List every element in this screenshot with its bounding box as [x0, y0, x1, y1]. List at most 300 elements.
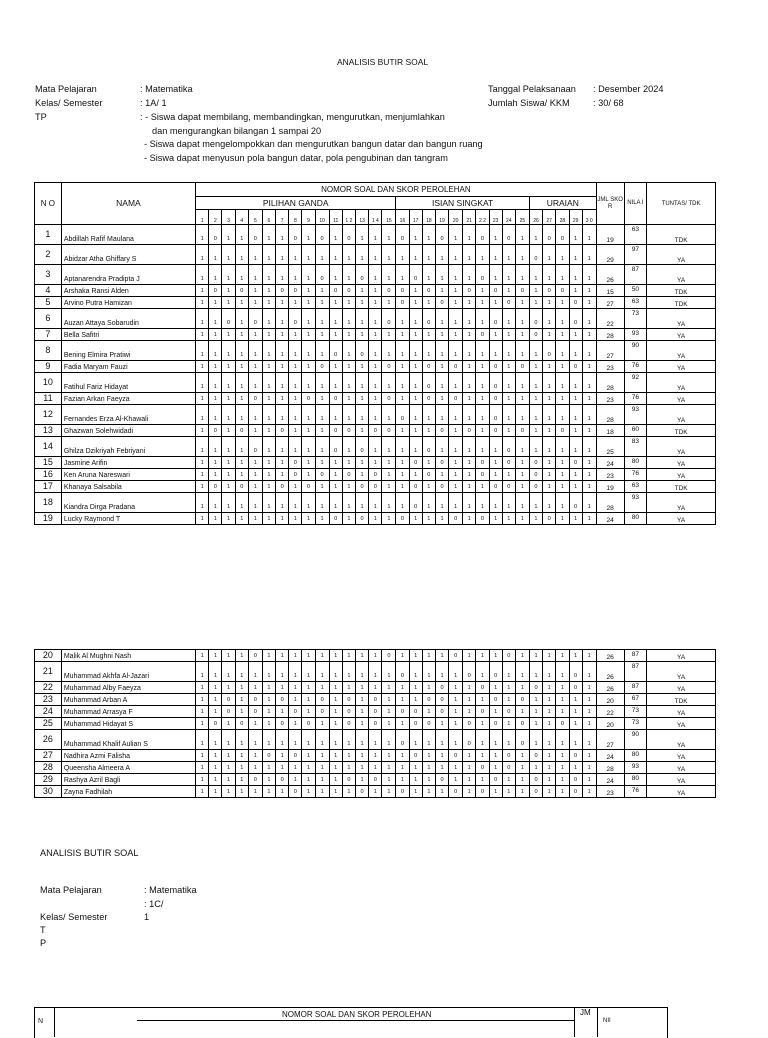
score-cell: 1	[543, 750, 556, 762]
score-cell: 0	[248, 225, 262, 245]
score-cell: 1	[502, 786, 515, 798]
score-cell: 1	[569, 481, 582, 493]
score-cell: 1	[209, 750, 222, 762]
score-cell: 1	[529, 662, 542, 682]
score-cell: 1	[476, 750, 489, 762]
score-cell: 1	[543, 393, 556, 405]
score-cell: 1	[196, 650, 209, 662]
student-number: 9	[35, 361, 62, 373]
score-cell: 1	[582, 786, 596, 798]
score-cell: 1	[502, 405, 515, 425]
score-cell: 1	[582, 718, 596, 730]
score-cell: 1	[222, 437, 235, 457]
student-number: 24	[35, 706, 62, 718]
score-cell: 0	[356, 786, 369, 798]
score-cell: 1	[342, 329, 355, 341]
score-cell: 1	[302, 762, 315, 774]
score-cell: 1	[342, 493, 355, 513]
score-cell: 1	[342, 361, 355, 373]
score-cell: 0	[409, 265, 422, 285]
score-cell: 1	[302, 662, 315, 682]
grade-value: 90	[624, 341, 647, 361]
score-cell: 0	[515, 425, 529, 437]
score-cell: 1	[356, 493, 369, 513]
student-number: 29	[35, 774, 62, 786]
score-cell: 1	[369, 662, 382, 682]
student-row	[35, 706, 716, 718]
score-cell: 1	[209, 405, 222, 425]
score-cell: 1	[235, 682, 248, 694]
score-cell: 1	[262, 225, 275, 245]
score-cell: 0	[315, 361, 329, 373]
score-cell: 1	[369, 786, 382, 798]
score-cell: 1	[356, 774, 369, 786]
score-cell: 1	[222, 245, 235, 265]
student-name: Fatihul Fariz Hidayat	[61, 373, 195, 393]
score-cell: 1	[196, 513, 209, 525]
score-cell: 1	[515, 481, 529, 493]
score-cell: 1	[569, 265, 582, 285]
score-cell: 0	[515, 718, 529, 730]
student-number: 3	[35, 265, 62, 285]
score-cell: 1	[515, 706, 529, 718]
score-cell: 0	[449, 650, 463, 662]
score-cell: 0	[435, 457, 448, 469]
score-cell: 1	[476, 393, 489, 405]
score-cell: 1	[476, 285, 489, 297]
score-cell: 1	[382, 682, 396, 694]
score-cell: 1	[369, 457, 382, 469]
score-cell: 1	[396, 373, 409, 393]
score-cell: 0	[329, 425, 342, 437]
question-number-header: 9	[302, 210, 315, 225]
score-cell: 0	[515, 694, 529, 706]
score-cell: 0	[489, 361, 502, 373]
score-cell: 0	[476, 469, 489, 481]
score-cell: 1	[209, 437, 222, 457]
score-cell: 1	[435, 285, 448, 297]
section2-nilai-fragment: NII	[603, 1018, 611, 1024]
score-cell: 1	[409, 513, 422, 525]
score-cell: 1	[235, 297, 248, 309]
score-cell: 1	[515, 329, 529, 341]
score-cell: 1	[543, 730, 556, 750]
score-cell: 1	[342, 682, 355, 694]
score-cell: 1	[329, 786, 342, 798]
score-cell: 1	[302, 774, 315, 786]
score-cell: 1	[543, 682, 556, 694]
score-cell: 1	[382, 662, 396, 682]
score-cell: 1	[476, 405, 489, 425]
score-cell: 1	[315, 373, 329, 393]
score-cell: 1	[248, 662, 262, 682]
score-cell: 1	[476, 341, 489, 361]
score-cell: 1	[289, 245, 302, 265]
score-cell: 1	[463, 750, 476, 762]
completion-status: YA	[647, 750, 716, 762]
score-cell: 1	[262, 694, 275, 706]
grade-value: 73	[624, 718, 647, 730]
score-cell: 1	[489, 750, 502, 762]
score-cell: 0	[235, 285, 248, 297]
score-cell: 1	[329, 774, 342, 786]
score-cell: 1	[235, 361, 248, 373]
score-cell: 1	[196, 309, 209, 329]
score-cell: 1	[569, 762, 582, 774]
score-cell: 1	[449, 774, 463, 786]
question-number-header: 3 0	[582, 210, 596, 225]
score-cell: 1	[369, 329, 382, 341]
score-cell: 1	[289, 425, 302, 437]
score-cell: 1	[235, 750, 248, 762]
student-number: 5	[35, 297, 62, 309]
score-cell: 1	[276, 329, 289, 341]
score-cell: 1	[502, 662, 515, 682]
score-cell: 1	[342, 750, 355, 762]
score-cell: 0	[449, 786, 463, 798]
score-cell: 0	[396, 405, 409, 425]
score-cell: 1	[582, 245, 596, 265]
score-cell: 1	[449, 309, 463, 329]
score-cell: 0	[529, 750, 542, 762]
total-score: 26	[596, 650, 624, 662]
student-row	[35, 694, 716, 706]
score-cell: 1	[235, 405, 248, 425]
score-cell: 0	[276, 425, 289, 437]
student-row	[35, 329, 716, 341]
score-cell: 1	[515, 762, 529, 774]
question-number-header: 15	[382, 210, 396, 225]
score-cell: 1	[329, 309, 342, 329]
score-cell: 1	[556, 297, 569, 309]
score-cell: 1	[449, 694, 463, 706]
score-cell: 1	[382, 457, 396, 469]
score-cell: 1	[489, 225, 502, 245]
score-cell: 1	[556, 437, 569, 457]
score-cell: 1	[569, 393, 582, 405]
score-cell: 0	[235, 425, 248, 437]
score-cell: 1	[209, 513, 222, 525]
score-cell: 1	[342, 730, 355, 750]
student-row	[35, 762, 716, 774]
score-cell: 0	[502, 437, 515, 457]
score-cell: 0	[476, 265, 489, 285]
score-cell: 1	[356, 245, 369, 265]
score-cell: 1	[582, 750, 596, 762]
score-cell: 1	[515, 786, 529, 798]
score-cell: 0	[396, 662, 409, 682]
score-cell: 1	[556, 361, 569, 373]
score-cell: 1	[543, 481, 556, 493]
score-cell: 1	[582, 393, 596, 405]
score-cell: 1	[435, 329, 448, 341]
score-cell: 1	[276, 393, 289, 405]
score-cell: 1	[209, 706, 222, 718]
score-cell: 1	[369, 297, 382, 309]
score-cell: 1	[543, 694, 556, 706]
score-cell: 1	[435, 373, 448, 393]
score-cell: 0	[422, 469, 435, 481]
grade-value: 93	[624, 329, 647, 341]
score-cell: 0	[409, 706, 422, 718]
score-cell: 1	[302, 786, 315, 798]
completion-status: YA	[647, 341, 716, 361]
question-number-header: 2	[209, 210, 222, 225]
score-cell: 1	[356, 285, 369, 297]
score-cell: 1	[262, 493, 275, 513]
score-cell: 1	[356, 762, 369, 774]
score-cell: 1	[529, 706, 542, 718]
score-cell: 1	[543, 650, 556, 662]
score-cell: 1	[289, 682, 302, 694]
score-cell: 1	[409, 762, 422, 774]
question-number-header: 11	[329, 210, 342, 225]
score-cell: 1	[396, 329, 409, 341]
student-number: 16	[35, 469, 62, 481]
score-cell: 1	[315, 493, 329, 513]
score-cell: 1	[209, 650, 222, 662]
score-cell: 1	[196, 393, 209, 405]
score-cell: 1	[502, 682, 515, 694]
score-cell: 0	[449, 750, 463, 762]
score-cell: 0	[382, 650, 396, 662]
section2-no-fragment: N	[38, 1018, 44, 1025]
score-cell: 1	[276, 341, 289, 361]
score-cell: 1	[582, 481, 596, 493]
score-cell: 1	[463, 481, 476, 493]
grade-value: 60	[624, 425, 647, 437]
score-cell: 1	[222, 718, 235, 730]
score-cell: 1	[556, 265, 569, 285]
score-cell: 1	[315, 786, 329, 798]
question-number-header: 1 2	[342, 210, 355, 225]
section2-semester-value: 1	[144, 912, 150, 922]
student-row	[35, 405, 716, 425]
document-title: ANALISIS BUTIR SOAL	[337, 57, 429, 67]
score-cell: 1	[342, 265, 355, 285]
score-cell: 1	[422, 730, 435, 750]
score-cell: 0	[449, 513, 463, 525]
score-cell: 0	[502, 225, 515, 245]
score-cell: 1	[382, 730, 396, 750]
score-cell: 1	[209, 682, 222, 694]
score-cell: 1	[262, 774, 275, 786]
score-cell: 1	[463, 762, 476, 774]
score-cell: 1	[422, 481, 435, 493]
score-cell: 1	[409, 361, 422, 373]
score-cell: 1	[196, 245, 209, 265]
score-cell: 1	[463, 774, 476, 786]
student-row	[35, 650, 716, 662]
score-cell: 1	[222, 361, 235, 373]
score-cell: 1	[248, 730, 262, 750]
score-cell: 1	[502, 730, 515, 750]
score-cell: 1	[449, 493, 463, 513]
score-cell: 1	[502, 245, 515, 265]
score-cell: 1	[276, 706, 289, 718]
score-cell: 1	[449, 682, 463, 694]
score-cell: 1	[222, 662, 235, 682]
score-cell: 1	[422, 650, 435, 662]
completion-status: YA	[647, 265, 716, 285]
score-cell: 0	[435, 225, 448, 245]
student-number: 28	[35, 762, 62, 774]
score-cell: 1	[515, 493, 529, 513]
score-cell: 1	[435, 718, 448, 730]
score-cell: 1	[396, 437, 409, 457]
completion-status: YA	[647, 706, 716, 718]
score-cell: 1	[529, 650, 542, 662]
meta-tp-line-3: - Siswa dapat menyusun pola bangun datar, pola pengubinan dan tangram	[144, 153, 448, 163]
student-row	[35, 750, 716, 762]
score-cell: 0	[476, 786, 489, 798]
score-cell: 1	[342, 513, 355, 525]
total-score: 29	[596, 245, 624, 265]
score-cell: 1	[489, 786, 502, 798]
score-cell: 0	[529, 786, 542, 798]
score-cell: 1	[196, 718, 209, 730]
score-cell: 1	[463, 437, 476, 457]
meta-date-label: Tanggal Pelaksanaan	[488, 84, 576, 94]
score-cell: 1	[276, 297, 289, 309]
score-cell: 1	[449, 706, 463, 718]
score-cell: 1	[248, 750, 262, 762]
score-cell: 1	[409, 297, 422, 309]
score-cell: 1	[463, 393, 476, 405]
grade-value: 76	[624, 393, 647, 405]
score-cell: 0	[356, 513, 369, 525]
score-cell: 1	[515, 437, 529, 457]
section2-tp-letter-t: T	[40, 925, 46, 935]
score-cell: 1	[248, 361, 262, 373]
score-cell: 0	[209, 481, 222, 493]
score-cell: 0	[356, 265, 369, 285]
score-cell: 1	[449, 730, 463, 750]
score-cell: 1	[382, 694, 396, 706]
score-cell: 1	[409, 245, 422, 265]
score-cell: 1	[342, 245, 355, 265]
score-cell: 1	[262, 341, 275, 361]
score-cell: 1	[409, 469, 422, 481]
score-cell: 1	[409, 373, 422, 393]
score-cell: 1	[222, 393, 235, 405]
score-cell: 0	[289, 786, 302, 798]
score-cell: 1	[582, 650, 596, 662]
score-cell: 1	[422, 297, 435, 309]
score-cell: 1	[276, 457, 289, 469]
score-cell: 0	[396, 786, 409, 798]
student-row	[35, 437, 716, 457]
question-number-header: 24	[502, 210, 515, 225]
score-cell: 0	[502, 762, 515, 774]
score-cell: 1	[209, 393, 222, 405]
score-cell: 1	[248, 481, 262, 493]
score-cell: 1	[435, 493, 448, 513]
score-cell: 0	[543, 341, 556, 361]
score-cell: 0	[569, 457, 582, 469]
question-number-header: 5	[248, 210, 262, 225]
score-cell: 1	[502, 285, 515, 297]
score-cell: 1	[582, 730, 596, 750]
completion-status: YA	[647, 513, 716, 525]
score-cell: 1	[222, 265, 235, 285]
score-cell: 1	[569, 437, 582, 457]
score-cell: 1	[235, 493, 248, 513]
score-cell: 1	[235, 341, 248, 361]
question-number-header: 18	[422, 210, 435, 225]
score-cell: 0	[342, 774, 355, 786]
score-cell: 1	[289, 341, 302, 361]
score-cell: 0	[235, 718, 248, 730]
grade-value: 80	[624, 513, 647, 525]
score-cell: 0	[569, 309, 582, 329]
score-cell: 1	[489, 469, 502, 481]
score-cell: 1	[276, 762, 289, 774]
question-number-header: 3	[222, 210, 235, 225]
score-cell: 1	[463, 469, 476, 481]
score-cell: 1	[463, 650, 476, 662]
student-row	[35, 469, 716, 481]
score-cell: 1	[369, 225, 382, 245]
score-cell: 1	[235, 329, 248, 341]
score-cell: 0	[543, 285, 556, 297]
score-cell: 1	[289, 662, 302, 682]
score-cell: 1	[235, 225, 248, 245]
score-cell: 1	[369, 341, 382, 361]
student-name: Khanaya Salsabila	[61, 481, 195, 493]
score-cell: 0	[248, 706, 262, 718]
score-cell: 1	[422, 706, 435, 718]
score-cell: 0	[422, 718, 435, 730]
score-cell: 1	[489, 437, 502, 457]
student-row	[35, 393, 716, 405]
score-cell: 1	[329, 762, 342, 774]
score-cell: 0	[569, 662, 582, 682]
completion-status: TDK	[647, 694, 716, 706]
score-cell: 1	[543, 361, 556, 373]
total-score: 26	[596, 682, 624, 694]
score-cell: 1	[209, 774, 222, 786]
score-cell: 1	[356, 457, 369, 469]
score-cell: 0	[435, 706, 448, 718]
score-cell: 1	[329, 718, 342, 730]
question-number-header: 7	[276, 210, 289, 225]
score-cell: 1	[582, 437, 596, 457]
score-cell: 1	[569, 730, 582, 750]
meta-tp-label: TP	[35, 112, 47, 122]
score-cell: 1	[302, 309, 315, 329]
score-cell: 1	[556, 457, 569, 469]
score-cell: 1	[289, 329, 302, 341]
student-number: 12	[35, 405, 62, 425]
score-cell: 0	[369, 706, 382, 718]
score-cell: 1	[222, 329, 235, 341]
score-cell: 0	[476, 457, 489, 469]
score-cell: 1	[476, 481, 489, 493]
score-cell: 1	[302, 469, 315, 481]
student-name: Ken Aruna Nareswari	[61, 469, 195, 481]
score-cell: 1	[556, 309, 569, 329]
score-cell: 1	[209, 469, 222, 481]
student-number: 2	[35, 245, 62, 265]
student-number: 18	[35, 493, 62, 513]
score-cell: 1	[463, 245, 476, 265]
score-cell: 1	[315, 682, 329, 694]
student-name: Nadhira Azmi Falisha	[61, 750, 195, 762]
score-cell: 1	[196, 762, 209, 774]
score-cell: 1	[222, 225, 235, 245]
score-cell: 1	[196, 706, 209, 718]
